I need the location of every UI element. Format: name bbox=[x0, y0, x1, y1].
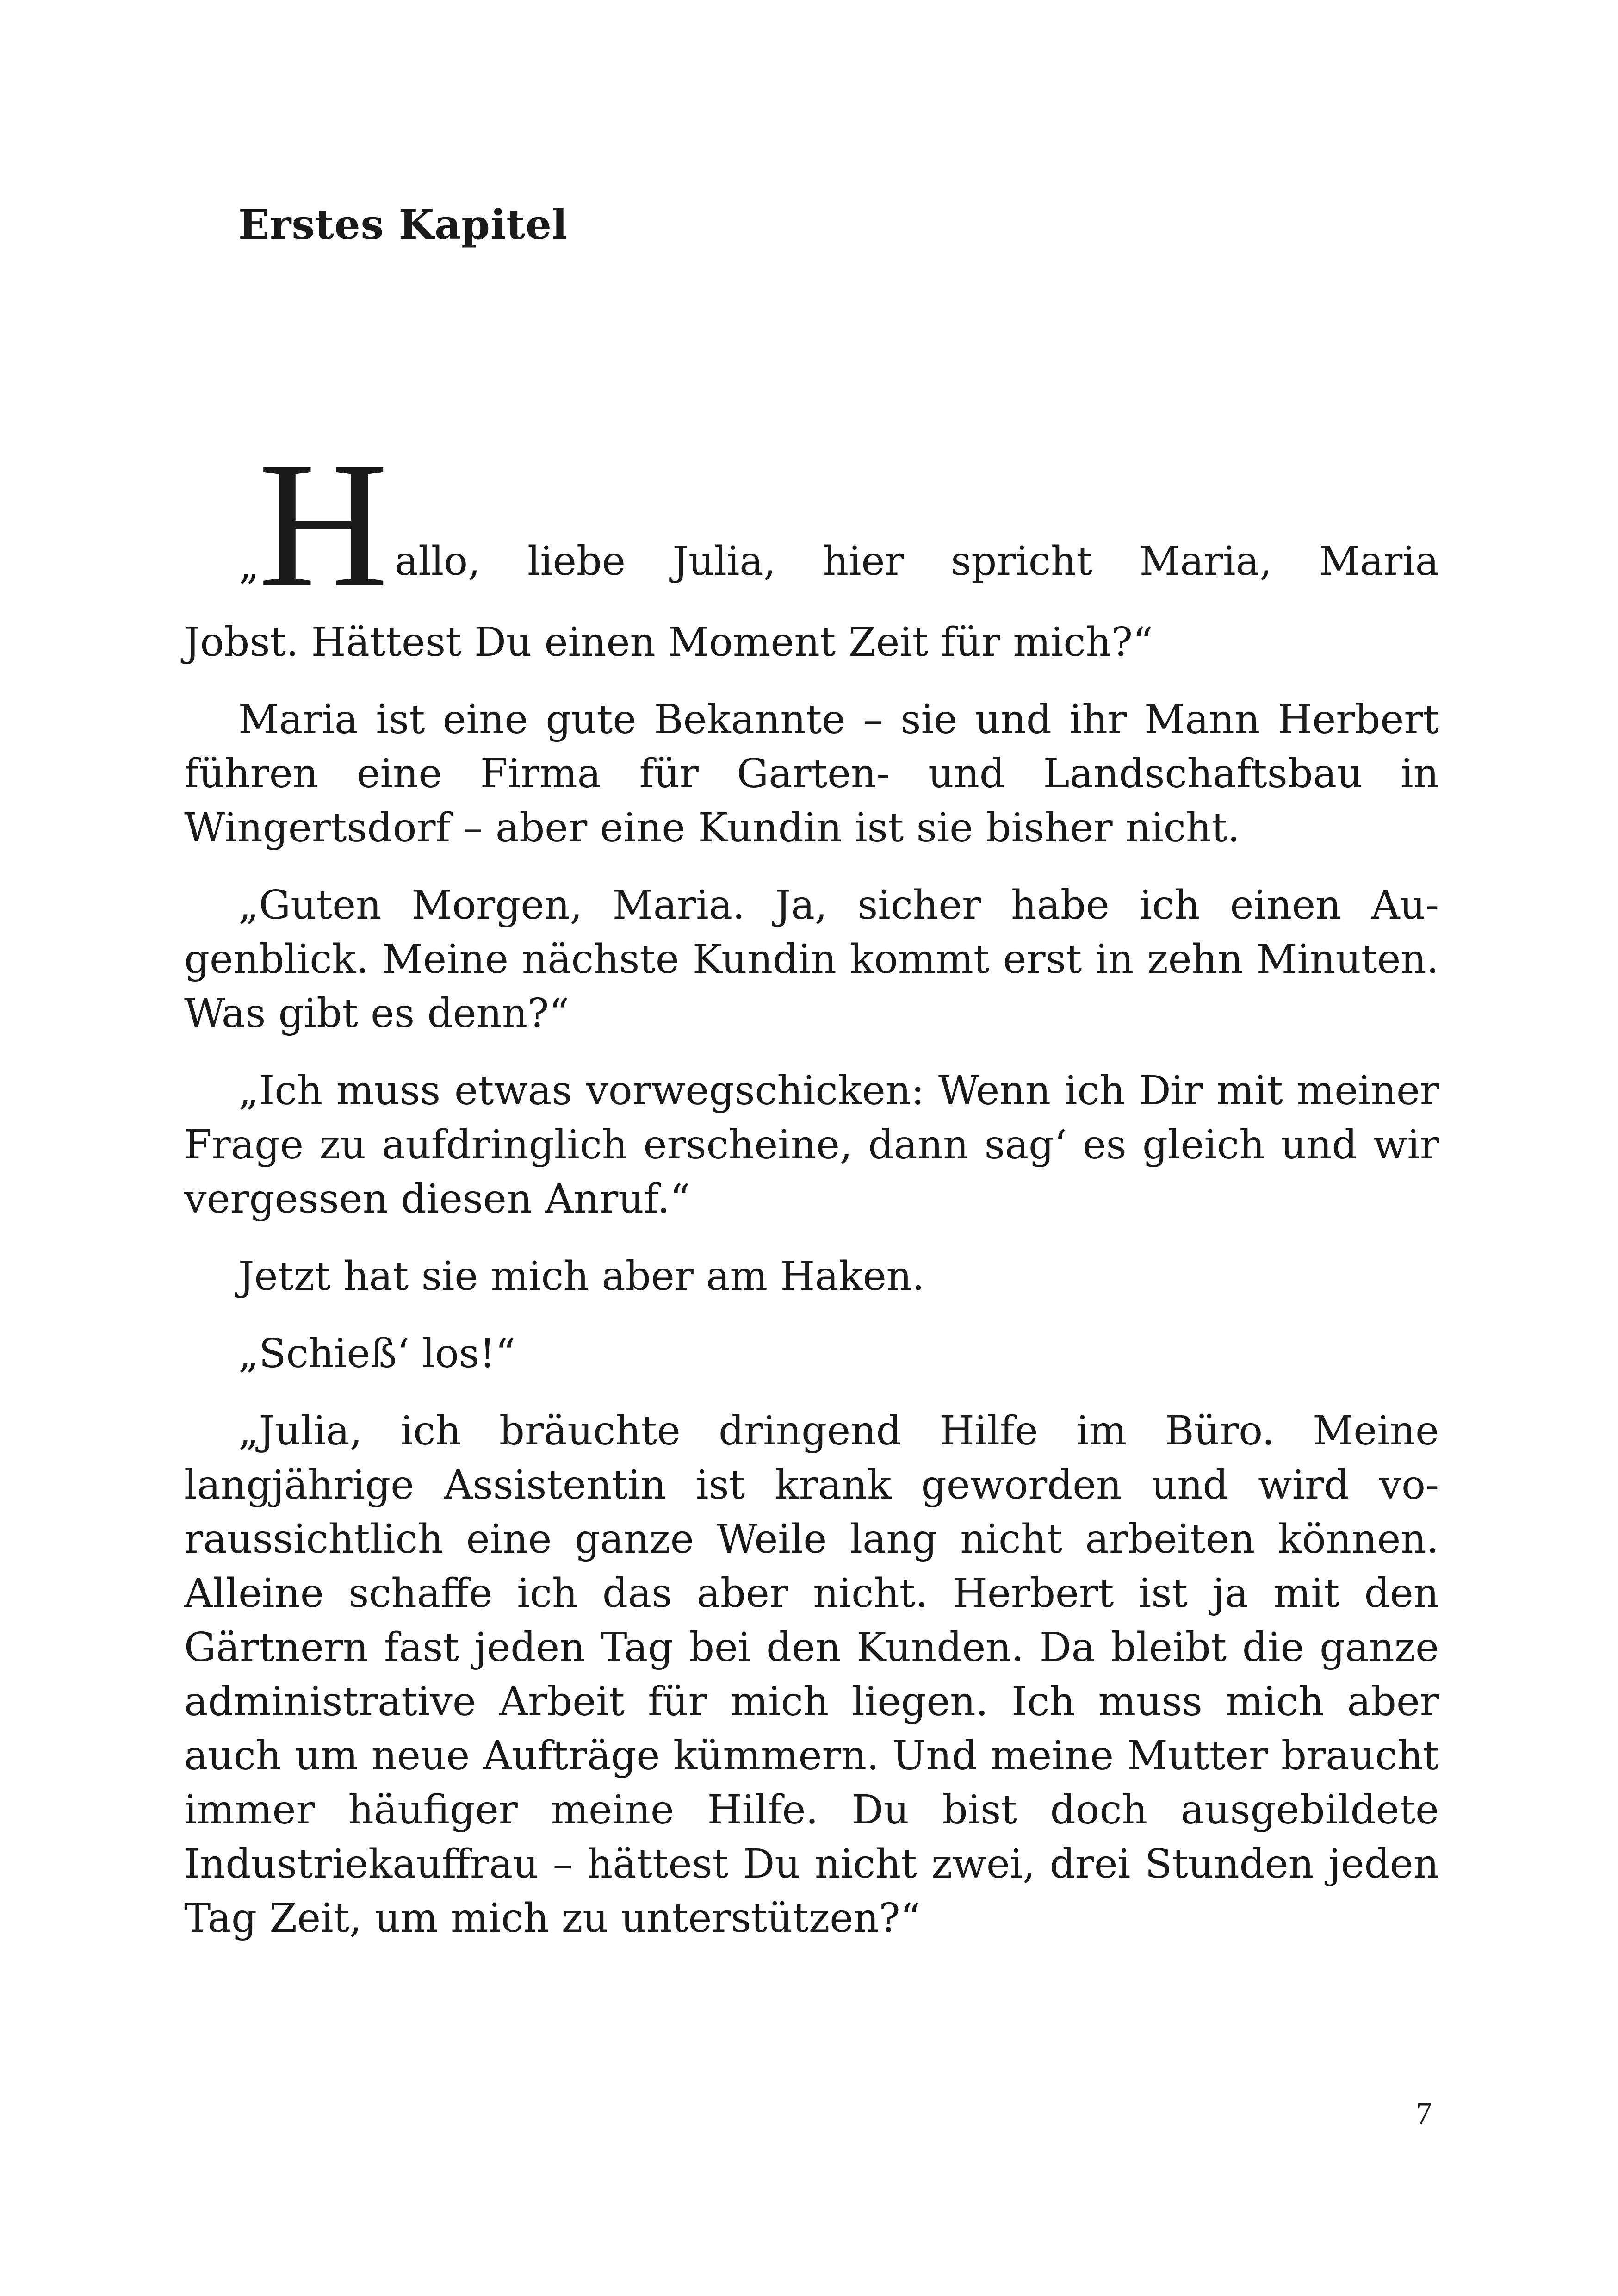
opening-quote: „ bbox=[239, 542, 260, 588]
lead-first-line bbox=[184, 425, 1439, 625]
lead-paragraph bbox=[184, 425, 1439, 670]
paragraph: „Ich muss etwas vorwegschicken: Wenn ich Dir mit meiner Frage zu aufdringlich erscheine, dann sag‘ es gleich und wir vergessen diesen Anruf.“ bbox=[184, 1068, 1439, 1222]
paragraph: „Julia, ich bräuchte dringend Hilfe im Büro. Meine langjährige Assistentin ist krank geworden und wird voraussichtlich eine ganze Weile lang nicht arbeiten können. Alleine schaffe ich das aber nicht. Herbert ist ja mit den Gärtnern fast jeden Tag bei den Kunden. Da bleibt die ganze administrative Arbeit für mich liegen. Ich muss mich aber auch um neue Aufträge kümmern. Und meine Mutter braucht immer häufiger meine Hilfe. Du bist doch ausgebildete Industriekauffrau – hättest Du nicht zwei, drei Stunden jeden Tag Zeit, um mich zu unterstützen?“ bbox=[184, 1408, 1439, 1941]
paragraph: „Guten Morgen, Maria. Ja, sicher habe ich einen Augenblick. Meine nächste Kundin kommt erst in zehn Minuten. Was gibt es denn?“ bbox=[184, 882, 1439, 1037]
page-number: 7 bbox=[1416, 2096, 1432, 2132]
drop-cap: H bbox=[258, 425, 389, 625]
lead-continuation: Jobst. Hättest Du einen Moment Zeit für mich?“ bbox=[184, 619, 1153, 666]
lead-first-line-text: allo, liebe Julia, hier spricht Maria, Maria bbox=[395, 538, 1439, 585]
body-text bbox=[184, 425, 1439, 1969]
paragraph: Jetzt hat sie mich aber am Haken. bbox=[238, 1253, 925, 1300]
paragraph: „Schieß‘ los!“ bbox=[238, 1331, 516, 1377]
paragraph: Maria ist eine gute Bekannte – sie und ihr Mann Herbert führen eine Firma für Garten- und Landschaftsbau in Wingertsdorf – aber eine Kundin ist sie bisher nicht. bbox=[184, 697, 1439, 851]
chapter-title: Erstes Kapitel bbox=[238, 200, 568, 249]
